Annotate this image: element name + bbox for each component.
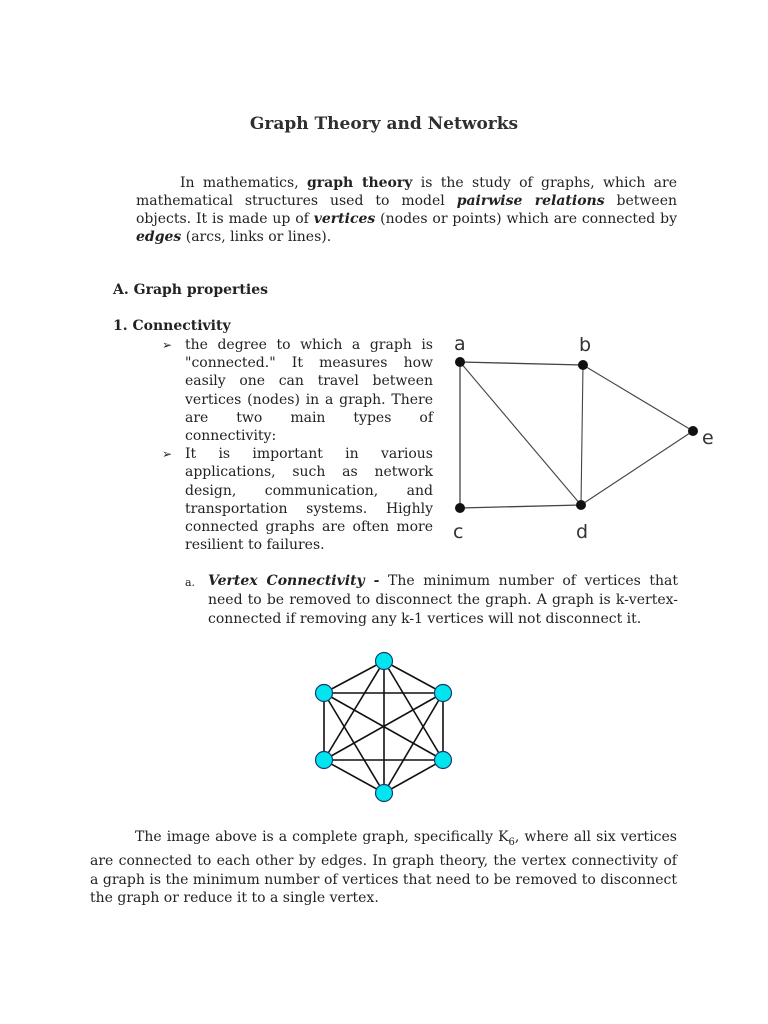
list-letter: a. [185,576,196,589]
node [435,685,452,702]
node [316,685,333,702]
edge-b-d [581,365,583,505]
intro-bold-edges: edges [136,229,182,245]
vertex-connectivity-text: The minimum number of vertices that need to be removed to disconnect the graph. A graph is k-vertex-connected if removing any k-1 vertices will not disconnect it. [208,573,678,627]
bullet-text: the degree to which a graph is "connected." It measures how easily one can travel between vertices (nodes) in a graph. There are two main types of connectivity: [185,337,433,445]
bullet-text: It is important in various applications, such as network design, communication, and transportation systems. Highly connected graphs are often more resilient to failures. [185,446,433,554]
outro-text-2: , where all six vertices are connected to each other by edges. In graph theory, the vertex connectivity of a graph is the minimum number of vertices that need to be removed to disconnect the graph or reduce it to a single vertex. [90,829,677,907]
vertex-connectivity-body [208,572,678,629]
vertex-label-a: a [454,333,466,355]
edge [384,693,443,793]
node [316,752,333,769]
vertex-label-e: e [702,427,714,449]
vertex-c [455,503,465,513]
page-title: Graph Theory and Networks [249,114,519,134]
intro-bold-pairwise-relations: pairwise relations [456,193,605,209]
graph-figure-abcde [440,328,730,553]
vertex-d [576,500,586,510]
arrow-bullet-icon: ➢ [162,338,173,352]
edge-c-d [460,505,581,508]
intro-text-4: (nodes or points) which are connected by [375,211,677,227]
edge-d-e [581,431,693,505]
closing-paragraph [90,828,677,908]
bullet-item [162,336,433,445]
vertex-a [455,357,465,367]
vertex-b [578,360,588,370]
section-heading-graph-properties: A. Graph properties [113,282,269,298]
edge-a-b [460,362,583,365]
intro-paragraph [136,174,677,246]
vertex-label-d: d [576,521,589,543]
vertex-connectivity-item [185,572,678,629]
node [376,785,393,802]
intro-bold-vertices: vertices [313,211,376,227]
vertex-e [688,426,698,436]
intro-text-5: (arcs, links or lines). [181,229,332,245]
intro-text-1: In mathematics, [180,175,307,191]
vertex-label-c: c [453,521,464,543]
intro-text-3: between objects. It is made up of [136,193,677,227]
intro-bold-graph-theory: graph theory [307,175,413,191]
intro-text-2: is the study of graphs, which are mathematical structures used to model [136,175,678,209]
connectivity-bullets [162,336,433,554]
complete-graph-k6-figure [304,648,464,808]
outro-subscript: 6 [508,836,515,848]
edge-b-e [583,365,693,431]
node [376,653,393,670]
connectivity-heading: 1. Connectivity [113,318,231,334]
arrow-bullet-icon: ➢ [162,447,173,462]
vertex-connectivity-term: Vertex Connectivity - [208,573,380,589]
node [435,752,452,769]
vertex-label-b: b [579,334,592,356]
edge-a-d [460,362,581,505]
outro-text-1: The image above is a complete graph, specifically K [135,829,509,845]
bullet-item [162,445,433,554]
